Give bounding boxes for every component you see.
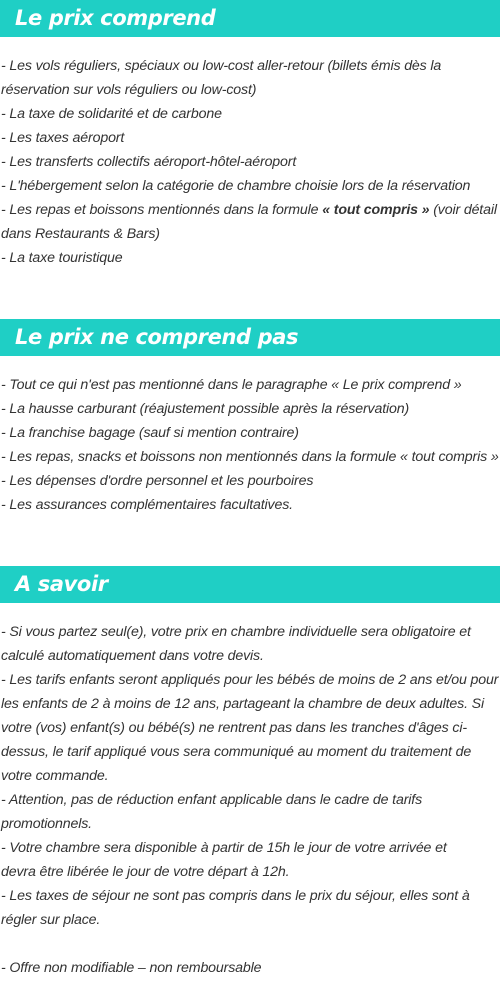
list-item: - L'hébergement selon la catégorie de chambre choisie lors de la réservation: [1, 178, 471, 194]
list-item: réservation sur vols réguliers ou low-cost): [1, 82, 257, 98]
list-item: [1, 198, 497, 222]
list-item: - Offre non modifiable – non remboursable: [1, 960, 262, 976]
list-item: - La franchise bagage (sauf si mention contraire): [1, 425, 299, 441]
list-item: votre commande.: [1, 768, 109, 784]
list-item: promotionnels.: [1, 816, 92, 832]
list-item: - La taxe de solidarité et de carbone: [1, 106, 222, 122]
list-item: votre (vos) enfant(s) ou bébé(s) ne rentrent pas dans les tranches d'âges ci-: [1, 720, 467, 736]
list-item: - Les tarifs enfants seront appliqués pour les bébés de moins de 2 ans et/ou pour: [1, 672, 499, 688]
list-item: - La taxe touristique: [1, 250, 123, 266]
list-item: - La hausse carburant (réajustement possible après la réservation): [1, 401, 410, 417]
section-header-included: [0, 0, 500, 37]
list-item: - Les repas, snacks et boissons non mentionnés dans la formule « tout compris »: [1, 449, 499, 465]
list-item: dessus, le tarif appliqué vous sera communiqué au moment du traitement de: [1, 744, 472, 760]
list-item-emphasis: « tout compris »: [322, 202, 430, 218]
list-item: régler sur place.: [1, 912, 101, 928]
list-item: - Attention, pas de réduction enfant applicable dans le cadre de tarifs: [1, 792, 423, 808]
section-header-good-to-know: [0, 566, 500, 603]
list-item: - Les taxes de séjour ne sont pas compris dans le prix du séjour, elles sont à: [1, 888, 470, 904]
list-item: dans Restaurants & Bars): [1, 226, 160, 242]
list-item: - Tout ce qui n'est pas mentionné dans le paragraphe « Le prix comprend »: [1, 377, 462, 393]
list-item: calculé automatiquement dans votre devis.: [1, 648, 264, 664]
list-item: - Les vols réguliers, spéciaux ou low-cost aller-retour (billets émis dès la: [1, 58, 442, 74]
list-item-text: - Les repas et boissons mentionnés dans la formule: [1, 202, 323, 218]
section-included: [0, 0, 500, 266]
section-not-included: [0, 319, 500, 513]
list-item: - Votre chambre sera disponible à partir de 15h le jour de votre arrivée et: [1, 840, 447, 856]
list-item: - Les assurances complémentaires facultatives.: [1, 497, 293, 513]
section-header-not-included: [0, 319, 500, 356]
list-item: - Les dépenses d'ordre personnel et les pourboires: [1, 473, 314, 489]
section-title-good-to-know: A savoir: [15, 572, 108, 596]
section-title-not-included: Le prix ne comprend pas: [15, 325, 299, 349]
list-item: - Si vous partez seul(e), votre prix en chambre individuelle sera obligatoire et: [1, 624, 471, 640]
list-item: devra être libérée le jour de votre départ à 12h.: [1, 864, 290, 880]
section-good-to-know: [0, 566, 500, 976]
list-item: - Les taxes aéroport: [1, 130, 125, 146]
list-item: les enfants de 2 à moins de 12 ans, partageant la chambre de deux adultes. Si: [1, 696, 484, 712]
list-item: - Les transferts collectifs aéroport-hôtel-aéroport: [1, 154, 297, 170]
section-title-included: Le prix comprend: [15, 6, 216, 30]
list-item-text: (voir détail: [429, 202, 497, 218]
